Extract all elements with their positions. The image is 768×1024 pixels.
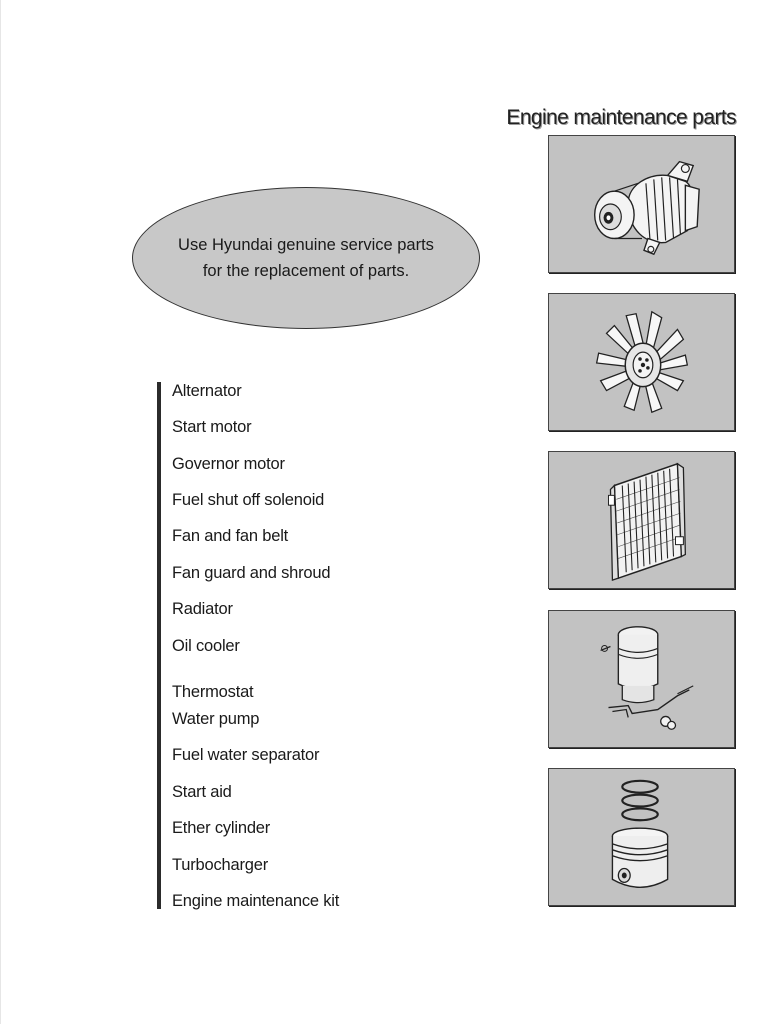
list-item: Alternator <box>172 382 242 400</box>
list-item: Fuel shut off solenoid <box>172 491 325 509</box>
piston-drawing <box>549 769 734 905</box>
alternator-illustration <box>548 135 735 273</box>
list-item: Fan and fan belt <box>172 527 289 545</box>
radiator-drawing <box>549 452 734 588</box>
list-item: Start aid <box>172 783 232 801</box>
list-item: Radiator <box>172 600 233 618</box>
list-item: Water pump <box>172 710 260 728</box>
radiator-illustration <box>548 451 735 589</box>
page-edge <box>0 0 1 1024</box>
list-item: Fuel water separator <box>172 746 320 764</box>
notice-line-1: Use Hyundai genuine service parts <box>178 236 434 254</box>
genuine-parts-notice <box>132 187 480 329</box>
fuel-water-separator-drawing <box>549 611 734 747</box>
list-item: Fan guard and shroud <box>172 564 331 582</box>
fuel-water-separator-illustration <box>548 610 735 748</box>
page-title: Engine maintenance parts <box>506 106 736 129</box>
fan-illustration <box>548 293 735 431</box>
list-item: Turbocharger <box>172 856 269 874</box>
list-item: Thermostat <box>172 683 254 701</box>
notice-line-2: for the replacement of parts. <box>202 262 410 280</box>
list-side-bar <box>157 382 161 909</box>
list-item: Ether cylinder <box>172 819 271 837</box>
alternator-drawing <box>549 136 734 272</box>
list-item: Oil cooler <box>172 637 240 655</box>
list-item: Governor motor <box>172 455 285 473</box>
fan-drawing <box>549 294 734 430</box>
list-item: Engine maintenance kit <box>172 892 340 910</box>
piston-and-rings-illustration <box>548 768 735 906</box>
list-item: Start motor <box>172 418 252 436</box>
